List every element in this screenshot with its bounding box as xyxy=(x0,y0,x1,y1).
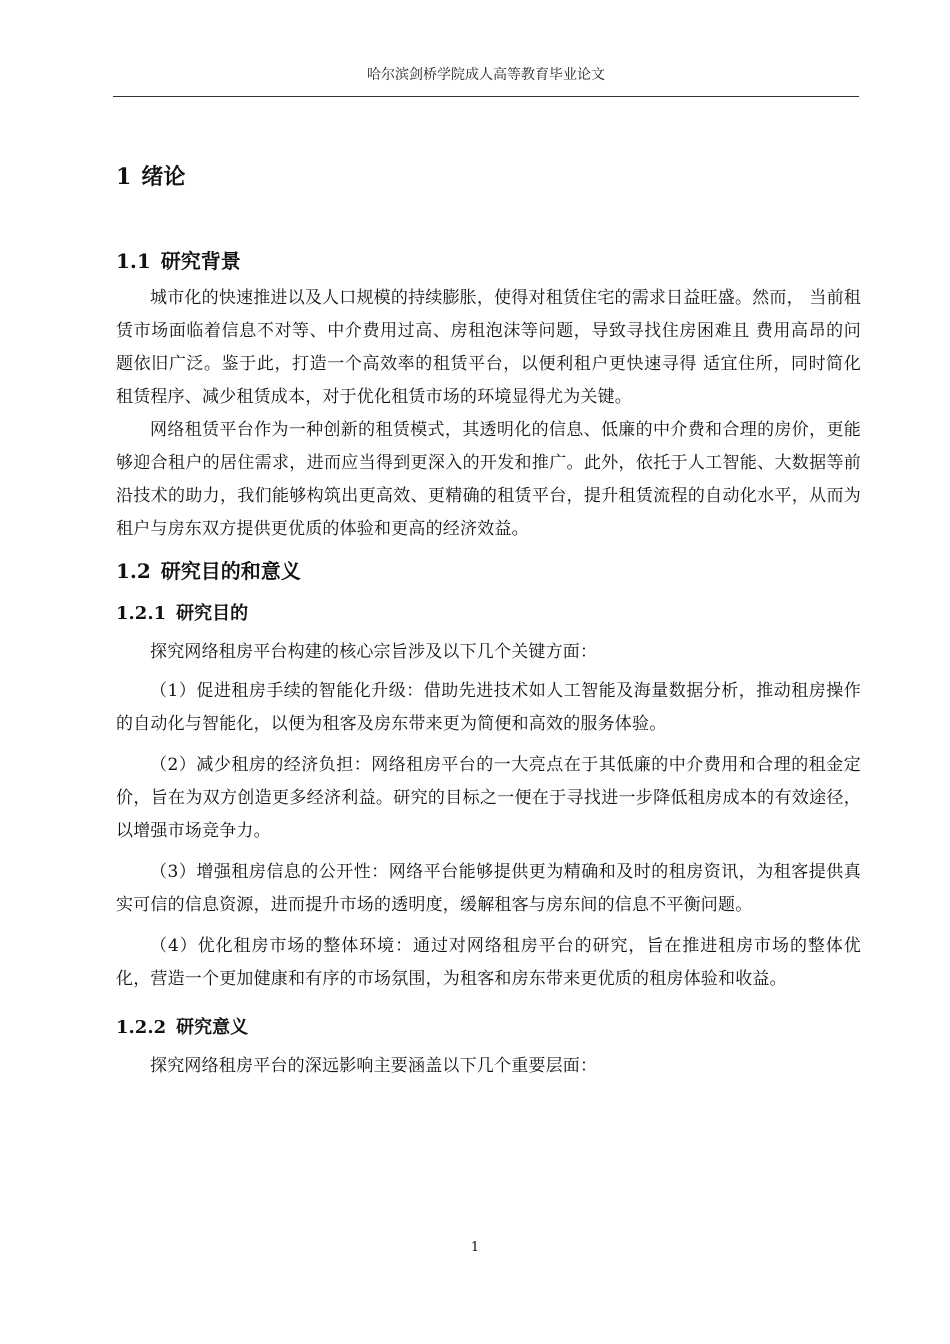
purpose-item-1: （1）促进租房手续的智能化升级：借助先进技术如人工智能及海量数据分析，推动租房操作的自动化与智能化，以便为租客及房东带来更为简便和高效的服务体验。 xyxy=(116,681,861,734)
paragraph-significance-intro: 探究网络租房平台的深远影响主要涵盖以下几个重要层面： xyxy=(150,1056,598,1076)
running-header: 哈尔滨剑桥学院成人高等教育毕业论文 xyxy=(367,67,605,83)
chapter-title: 绪论 xyxy=(141,164,186,190)
section-title: 研究背景 xyxy=(160,249,241,273)
subsection-heading-1-2-1 xyxy=(116,598,861,630)
chapter-number: 1 xyxy=(116,164,132,190)
subsection-number: 1.2.2 xyxy=(116,1017,167,1038)
section-number: 1.2 xyxy=(116,559,151,583)
subsection-title: 研究意义 xyxy=(176,1017,249,1038)
purpose-item-4: （4）优化租房市场的整体环境：通过对网络租房平台的研究，旨在推进租房市场的整体优化，营造一个更加健康和有序的市场氛围，为租客和房东带来更优质的租房体验和收益。 xyxy=(116,936,861,989)
header-rule xyxy=(113,96,859,97)
section-heading-1-1 xyxy=(116,244,861,278)
purpose-item-3: （3）增强租房信息的公开性：网络平台能够提供更为精确和及时的租房资讯，为租客提供真实可信的信息资源，进而提升市场的透明度，缓解租客与房东间的信息不平衡问题。 xyxy=(116,862,861,915)
page-number: 1 xyxy=(470,1240,480,1255)
chapter-heading xyxy=(116,160,861,194)
paragraph-purpose-intro: 探究网络租房平台构建的核心宗旨涉及以下几个关键方面： xyxy=(150,642,598,662)
section-heading-1-2 xyxy=(116,554,861,588)
subsection-title: 研究目的 xyxy=(176,603,249,624)
paragraph-background-1: 城市化的快速推进以及人口规模的持续膨胀，使得对租赁住宅的需求日益旺盛。然而， 当前租赁市场面临着信息不对等、中介费用过高、房租泡沫等问题，导致寻找住房困难且 费用高昂的问题依旧广泛。鉴于此，打造一个高效率的租赁平台，以便利租户更快速寻得 适宜住所，同时简化租赁程序、减少租赁成本，对于优化租赁市场的环境显得尤为关键。 xyxy=(116,288,861,407)
purpose-item-2: （2）减少租房的经济负担：网络租房平台的一大亮点在于其低廉的中介费用和合理的租金定价，旨在为双方创造更多经济利益。研究的目标之一便在于寻找进一步降低租房成本的有效途径，以增强市场竞争力。 xyxy=(116,755,861,841)
page-body xyxy=(116,160,861,1083)
paragraph-background-2: 网络租赁平台作为一种创新的租赁模式，其透明化的信息、低廉的中介费和合理的房价，更能够迎合租户的居住需求，进而应当得到更深入的开发和推广。此外，依托于人工智能、大数据等前沿技术的助力，我们能够构筑出更高效、更精确的租赁平台，提升租赁流程的自动化水平，从而为租户与房东双方提供更优质的体验和更高的经济效益。 xyxy=(116,420,861,539)
subsection-heading-1-2-2 xyxy=(116,1012,861,1044)
section-number: 1.1 xyxy=(116,249,151,273)
section-title: 研究目的和意义 xyxy=(160,559,301,583)
subsection-number: 1.2.1 xyxy=(116,603,167,624)
